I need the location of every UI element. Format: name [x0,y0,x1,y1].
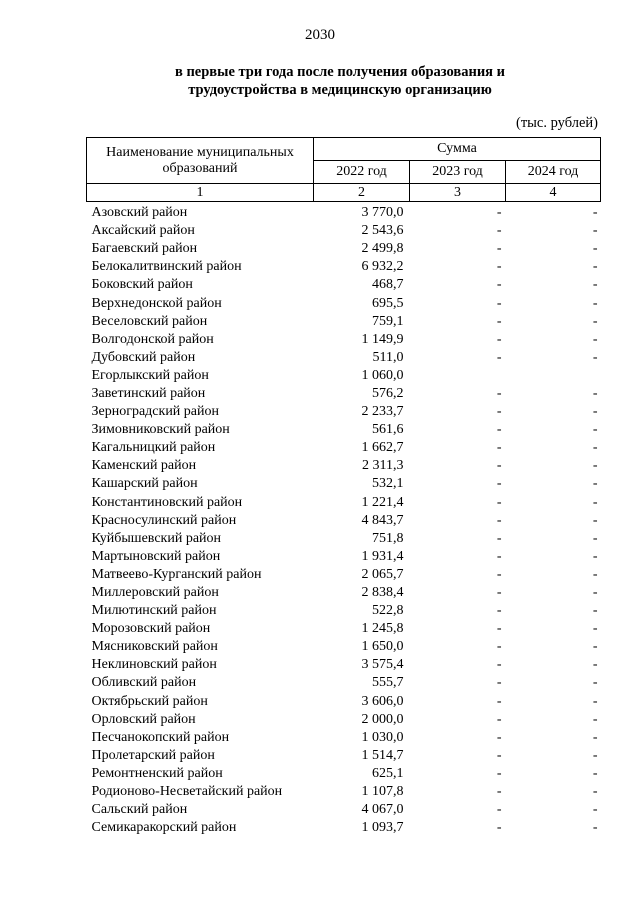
value-2022: 3 606,0 [361,693,404,709]
municipality-name: Морозовский район [91,621,211,637]
municipality-name: Ремонтненский район [91,765,223,781]
page-number: 2030 [305,27,335,43]
table-row [87,729,601,747]
table-row [87,747,601,765]
value-2024: - [592,422,598,438]
value-2023: - [496,458,502,474]
municipality-name: Константиновский район [91,494,243,510]
value-2022: 561,6 [372,422,404,438]
value-2024: - [592,566,598,582]
table-row [87,222,601,240]
table-row [87,819,601,837]
value-2024: - [592,765,598,781]
value-2023: - [496,313,502,329]
value-2022: 1 060,0 [361,367,404,383]
value-2024: - [592,657,598,673]
table-row [87,240,601,258]
table-row [87,367,601,385]
value-2022: 4 067,0 [361,802,404,818]
value-2022: 1 030,0 [361,729,404,745]
table-row [87,656,601,674]
value-2023: - [496,259,502,275]
municipality-name: Боковский район [91,277,193,293]
municipality-name: Заветинский район [91,385,206,401]
value-2023: - [496,241,502,257]
value-2024: - [592,585,598,601]
value-2024: - [592,494,598,510]
value-2022: 4 843,7 [361,512,404,528]
table-row [87,385,601,403]
municipality-name: Егорлыкский район [91,367,209,383]
header-col-number-1: 1 [87,184,314,202]
value-2024: - [592,639,598,655]
table-row [87,421,601,439]
table-row [87,765,601,783]
municipality-name: Октябрьский район [91,693,208,709]
municipality-name: Волгодонской район [91,331,214,347]
header-col-number-2: 2 [314,184,410,202]
table-row [87,313,601,331]
table-row [87,801,601,819]
value-2022: 2 000,0 [361,711,404,727]
value-2022: 759,1 [372,313,404,329]
value-2022: 2 065,7 [361,566,404,582]
value-2022: 468,7 [372,277,404,293]
value-2022: 2 311,3 [362,458,404,474]
municipality-name: Верхнедонской район [91,295,222,311]
value-2022: 3 770,0 [361,205,404,221]
value-2022: 511,0 [372,349,404,365]
value-2024: - [592,349,598,365]
table-row [87,331,601,349]
value-2022: 576,2 [372,385,404,401]
table-row [87,512,601,530]
municipality-name: Орловский район [91,711,196,727]
header-col-number-4: 4 [506,184,601,202]
table-row [87,693,601,711]
municipality-name: Зерноградский район [91,404,219,420]
municipality-name: Мартыновский район [91,548,221,564]
value-2022: 1 107,8 [361,784,404,800]
value-2024: - [592,259,598,275]
value-2024: - [592,729,598,745]
municipality-name: Обливский район [91,675,197,691]
value-2022: 2 499,8 [361,241,404,257]
municipality-name: Азовский район [91,205,188,221]
value-2023: - [496,440,502,456]
value-2023: - [496,729,502,745]
value-2023: - [496,784,502,800]
table-header [87,138,601,202]
value-2023: - [496,639,502,655]
municipality-name: Аксайский район [91,223,195,239]
value-2024: - [592,820,598,836]
title-line-2: трудоустройства в медицинскую организацию [188,82,492,98]
value-2023: - [496,331,502,347]
value-2022: 6 932,2 [361,259,404,275]
value-2023: - [496,512,502,528]
value-2023: - [496,295,502,311]
value-2022: 1 514,7 [361,747,404,763]
table-row [87,584,601,602]
value-2022: 1 931,4 [361,548,404,564]
table-row [87,294,601,312]
value-2023: - [496,223,502,239]
value-2023: - [496,765,502,781]
municipality-name: Песчанокопский район [91,729,230,745]
value-2023: - [496,711,502,727]
value-2022: 1 149,9 [361,331,404,347]
value-2024: - [592,530,598,546]
header-year-2022: 2022 год [314,161,410,184]
municipality-name: Куйбышевский район [91,530,222,546]
value-2022: 1 245,8 [361,621,404,637]
table-row [87,674,601,692]
value-2023: - [496,621,502,637]
document-title [40,63,640,99]
value-2023: - [496,747,502,763]
municipality-name: Зимовниковский район [91,422,230,438]
value-2024: - [592,784,598,800]
table-row [87,783,601,801]
table-row [87,602,601,620]
value-2023: - [496,693,502,709]
municipality-name: Каменский район [91,458,197,474]
table-row [87,711,601,729]
municipality-name: Семикаракорский район [91,820,237,836]
value-2024: - [592,223,598,239]
title-line-1: в первые три года после получения образования и [174,64,506,80]
municipality-name: Белокалитвинский район [91,259,242,275]
value-2024: - [592,313,598,329]
municipality-name: Мясниковский район [91,639,218,655]
value-2023: - [496,603,502,619]
municipality-name: Кашарский район [91,476,198,492]
table-row [87,276,601,294]
municipality-name: Дубовский район [91,349,196,365]
header-sum: Сумма [314,138,601,161]
value-2024: - [592,747,598,763]
value-2022: 2 543,6 [361,223,404,239]
table-row [87,439,601,457]
value-2024: - [592,711,598,727]
value-2024: - [592,693,598,709]
table-row [87,494,601,512]
value-2023: - [496,566,502,582]
value-2022: 2 838,4 [361,585,404,601]
value-2024: - [592,277,598,293]
value-2024: - [592,603,598,619]
municipality-name: Родионово-Несветайский район [91,784,283,800]
table-row [87,548,601,566]
header-municipality: Наименование муниципальных образований [87,138,314,184]
municipality-name: Матвеево-Курганский район [91,566,262,582]
value-2024: - [592,295,598,311]
value-2022: 1 221,4 [361,494,404,510]
value-2023: - [496,675,502,691]
value-2024: - [592,331,598,347]
header-col-number-3: 3 [410,184,506,202]
value-2024: - [592,458,598,474]
value-2023: - [496,585,502,601]
value-2023: - [496,548,502,564]
value-2024: - [592,205,598,221]
municipality-name: Кагальницкий район [91,440,216,456]
value-2023: - [496,404,502,420]
value-2024: - [592,385,598,401]
value-2024 [506,367,601,385]
value-2024: - [592,621,598,637]
value-2022: 695,5 [372,295,404,311]
value-2024: - [592,241,598,257]
value-2022: 555,7 [372,675,404,691]
value-2024: - [592,440,598,456]
municipality-name: Сальский район [91,802,188,818]
municipality-name: Неклиновский район [91,657,217,673]
value-2023: - [496,530,502,546]
table-row [87,530,601,548]
table-row [87,566,601,584]
value-2022: 1 662,7 [361,440,404,456]
value-2023 [410,367,506,385]
table-row [87,475,601,493]
units-label: (тыс. рублей) [516,115,598,131]
value-2022: 1 093,7 [361,820,404,836]
budget-table [86,137,601,837]
value-2024: - [592,548,598,564]
table-row [87,403,601,421]
value-2024: - [592,512,598,528]
table-row [87,620,601,638]
value-2022: 522,8 [372,603,404,619]
value-2024: - [592,802,598,818]
municipality-name: Красносулинский район [91,512,237,528]
value-2023: - [496,494,502,510]
table-row [87,202,601,223]
table-row [87,638,601,656]
table-row [87,457,601,475]
value-2022: 1 650,0 [361,639,404,655]
table-row [87,349,601,367]
value-2023: - [496,422,502,438]
value-2023: - [496,802,502,818]
value-2024: - [592,404,598,420]
value-2022: 3 575,4 [361,657,404,673]
municipality-name: Миллеровский район [91,585,219,601]
value-2023: - [496,277,502,293]
value-2023: - [496,349,502,365]
value-2023: - [496,657,502,673]
value-2023: - [496,820,502,836]
table-row [87,258,601,276]
header-year-2024: 2024 год [506,161,601,184]
municipality-name: Веселовский район [91,313,208,329]
value-2022: 2 233,7 [361,404,404,420]
value-2024: - [592,476,598,492]
municipality-name: Пролетарский район [91,747,215,763]
table-body [87,202,601,838]
value-2022: 625,1 [372,765,404,781]
municipality-name: Багаевский район [91,241,198,257]
header-year-2023: 2023 год [410,161,506,184]
value-2023: - [496,476,502,492]
value-2023: - [496,205,502,221]
value-2022: 751,8 [372,530,404,546]
value-2024: - [592,675,598,691]
value-2022: 532,1 [372,476,404,492]
value-2023: - [496,385,502,401]
municipality-name: Милютинский район [91,603,217,619]
